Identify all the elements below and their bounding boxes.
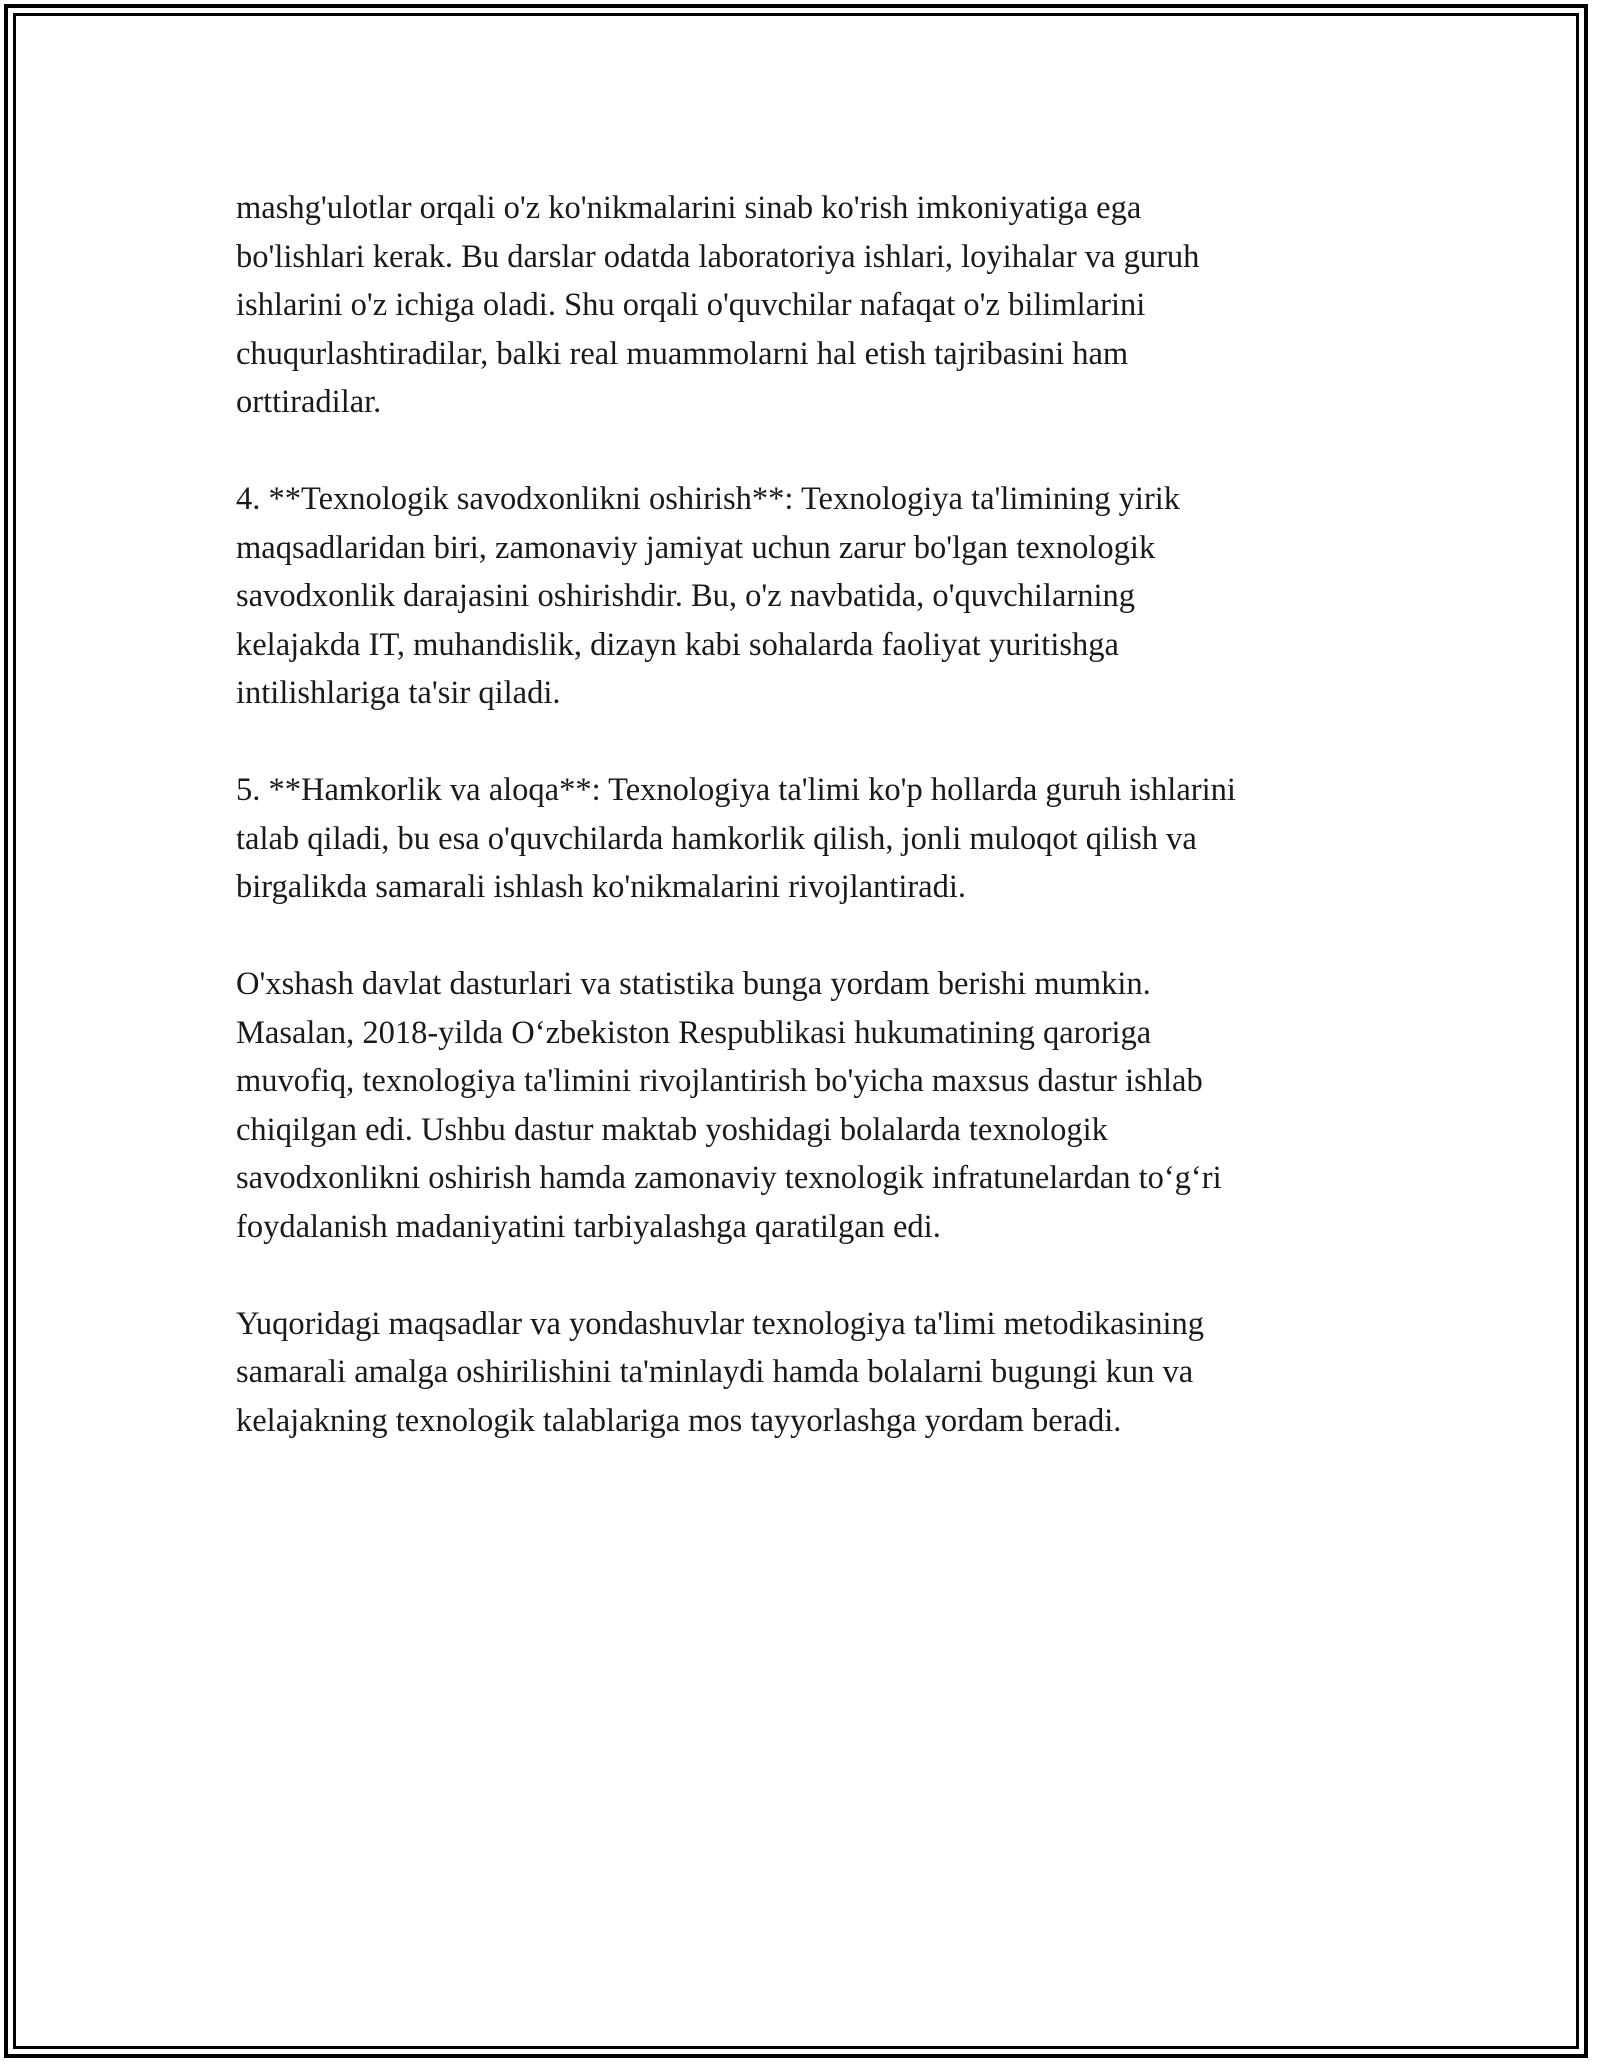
document-body [236, 184, 1396, 1494]
paragraph-conclusion: Yuqoridagi maqsadlar va yondashuvlar texnologiya ta'limi metodikasining samarali amalga oshirilishini ta'minlaydi hamda bolalarni bugungi kun va kelajakning texnologik talablariga mos tayyorlashga yordam beradi. [236, 1305, 1205, 1439]
paragraph-tech-literacy: 4. **Texnologik savodxonlikni oshirish**: Texnologiya ta'limining yirik maqsadlaridan biri, zamonaviy jamiyat uchun zarur bo'lgan texnologik savodxonlik darajasini oshirishdir. Bu, o'z navbatida, o'quvchilarning kelajakda IT, muhandislik, dizayn kabi sohalarda faoliyat yuritishga intilishlariga ta'sir qiladi. [236, 481, 1181, 711]
paragraph-state-programs: O'xshash davlat dasturlari va statistika bunga yordam berishi mumkin. Masalan, 2018-yilda O‘zbekiston Respublikasi hukumatining qaroriga muvofiq, texnologiya ta'limini rivojlantirish bo'yicha maxsus dastur ishlab chiqilgan edi. Ushbu dastur maktab yoshidagi bolalarda texnologik savodxonlikni oshirish hamda zamonaviy texnologik infratunelardan to‘g‘ri foydalanish madaniyatini tarbiyalashga qaratilgan edi. [236, 966, 1222, 1245]
paragraph-collaboration: 5. **Hamkorlik va aloqa**: Texnologiya ta'limi ko'p hollarda guruh ishlarini talab qiladi, bu esa o'quvchilarda hamkorlik qilish, jonli muloqot qilish va birgalikda samarali ishlash ko'nikmalarini rivojlantiradi. [236, 772, 1236, 905]
paragraph-practical-lessons: mashg'ulotlar orqali o'z ko'nikmalarini sinab ko'rish imkoniyatiga ega bo'lishlari kerak. Bu darslar odatda laboratoriya ishlari, loyihalar va guruh ishlarini o'z ichiga oladi. Shu orqali o'quvchilar nafaqat o'z bilimlarini chuqurlashtiradilar, balki real muammolarni hal etish tajribasini ham orttiradilar. [236, 190, 1200, 420]
